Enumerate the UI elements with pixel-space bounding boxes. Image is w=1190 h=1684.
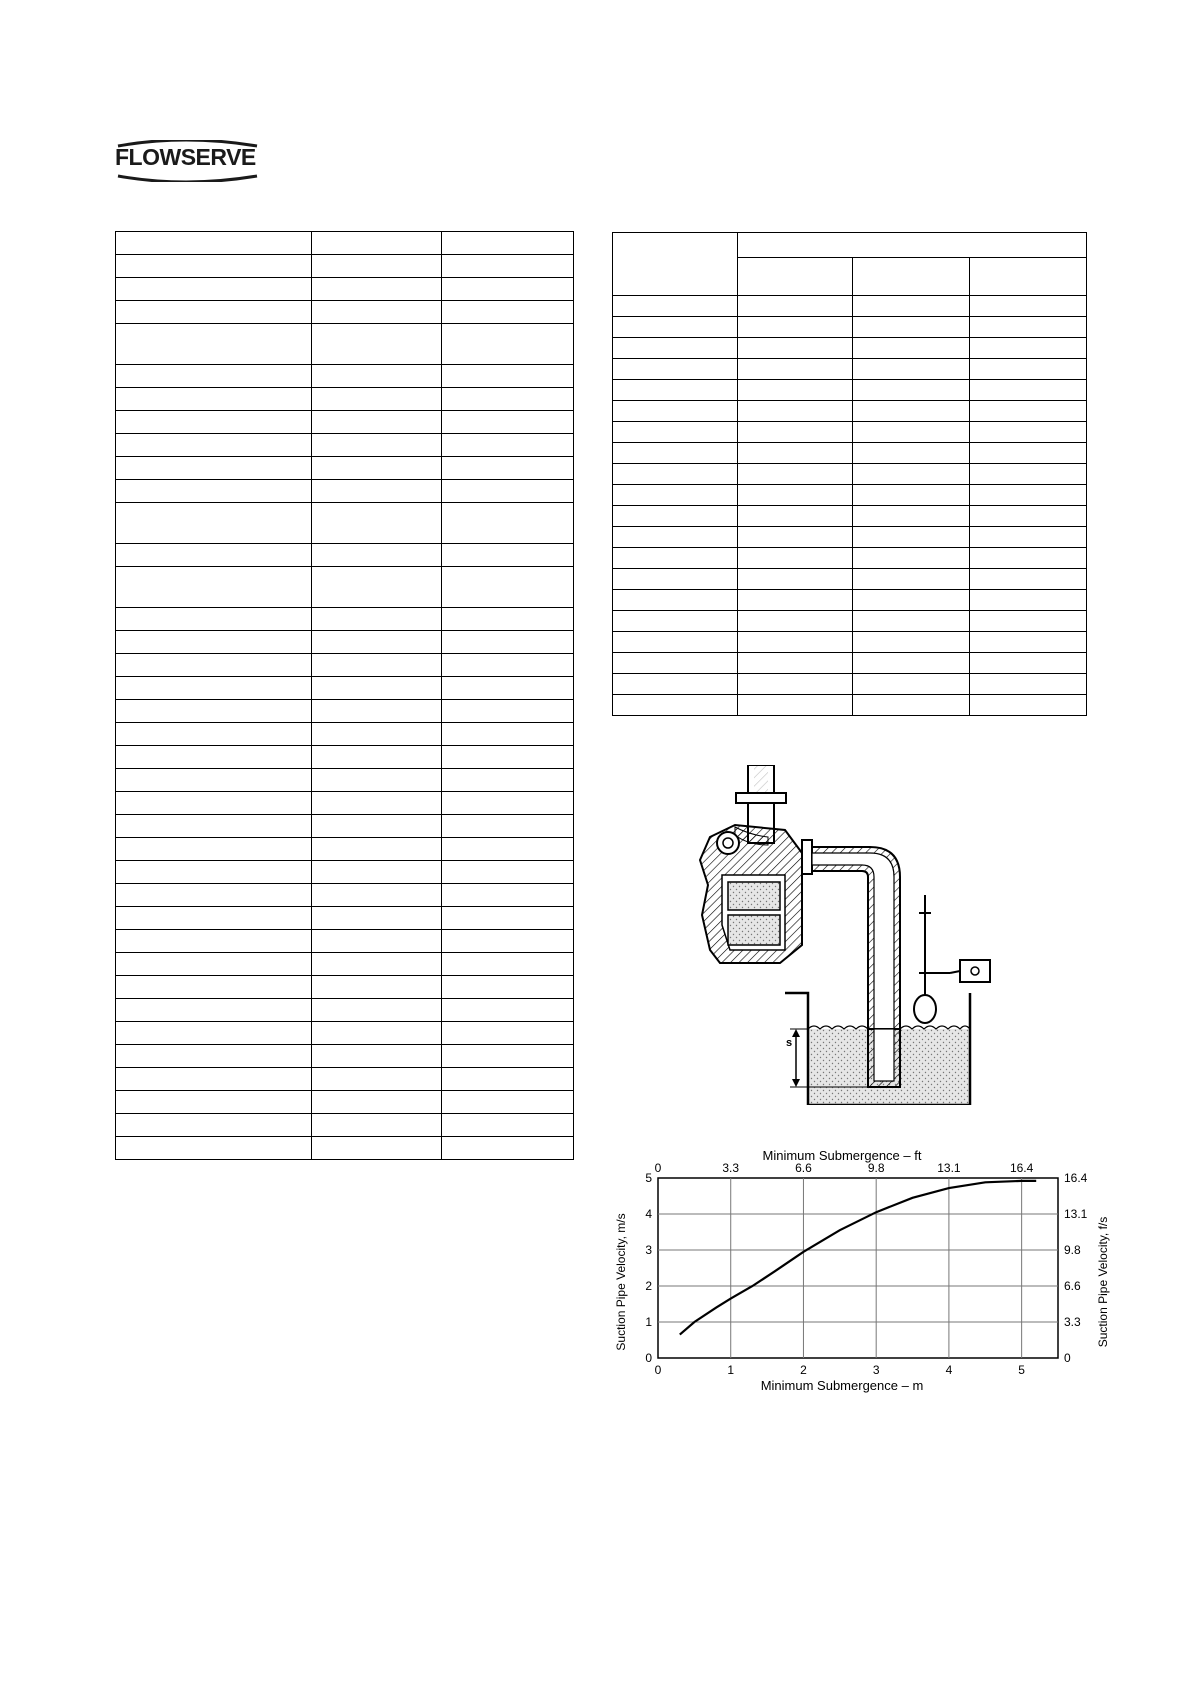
chart-x-tick-label: 0 — [654, 1363, 662, 1377]
table-cell — [737, 338, 853, 359]
table-row — [613, 674, 1087, 695]
table-cell — [853, 464, 970, 485]
chart-y-tick-label-left: 0 — [645, 1351, 652, 1365]
table-row — [116, 1114, 574, 1137]
table-cell — [853, 548, 970, 569]
table-cell — [311, 1137, 442, 1160]
left-grid-table — [115, 231, 574, 1160]
table-cell — [853, 338, 970, 359]
table-cell — [853, 695, 970, 716]
table-cell — [853, 506, 970, 527]
table-row — [116, 1045, 574, 1068]
table-cell — [737, 443, 853, 464]
table-row — [116, 953, 574, 976]
table-cell — [311, 324, 442, 365]
table-row — [613, 317, 1087, 338]
table-cell — [442, 1137, 574, 1160]
chart-y-axis-title-right: Suction Pipe Velocity, f/s — [1096, 1216, 1110, 1348]
table-cell — [311, 567, 442, 608]
table-row — [613, 296, 1087, 317]
table-row — [613, 569, 1087, 590]
table-cell — [116, 1022, 312, 1045]
table-cell — [442, 1068, 574, 1091]
chart-series-line — [680, 1181, 1036, 1335]
table-cell — [970, 527, 1087, 548]
table-cell — [442, 388, 574, 411]
table-cell — [970, 380, 1087, 401]
table-row — [116, 480, 574, 503]
table-row — [613, 590, 1087, 611]
table-cell — [613, 674, 738, 695]
table-row — [116, 999, 574, 1022]
table-cell — [853, 296, 970, 317]
table-cell — [613, 317, 738, 338]
chart-y-tick-label-right: 16.4 — [1064, 1171, 1088, 1185]
table-cell — [613, 527, 738, 548]
chart-y-tick-label-right: 13.1 — [1064, 1207, 1088, 1221]
table-cell — [116, 411, 312, 434]
table-row — [116, 324, 574, 365]
table-cell — [737, 527, 853, 548]
table-row — [116, 884, 574, 907]
right-table-header-cell — [970, 258, 1087, 296]
table-cell — [737, 317, 853, 338]
table-cell — [116, 746, 312, 769]
table-row — [116, 232, 574, 255]
table-cell — [442, 1091, 574, 1114]
table-cell — [311, 631, 442, 654]
chart-x-top-tick-label: 6.6 — [795, 1161, 812, 1175]
table-cell — [737, 569, 853, 590]
table-cell — [853, 380, 970, 401]
table-cell — [442, 567, 574, 608]
chart-x-top-tick-label: 3.3 — [722, 1161, 740, 1175]
table-cell — [613, 401, 738, 422]
table-row — [116, 792, 574, 815]
table-cell — [737, 632, 853, 653]
table-cell — [737, 695, 853, 716]
table-cell — [970, 611, 1087, 632]
table-cell — [737, 485, 853, 506]
flowserve-logo — [115, 140, 265, 180]
table-row — [613, 401, 1087, 422]
table-cell — [970, 548, 1087, 569]
table-cell — [737, 674, 853, 695]
table-row — [613, 506, 1087, 527]
table-row — [613, 527, 1087, 548]
table-cell — [442, 631, 574, 654]
chart-x-tick-label: 2 — [800, 1363, 807, 1377]
table-row — [116, 388, 574, 411]
table-cell — [311, 457, 442, 480]
table-cell — [116, 861, 312, 884]
chart-y-tick-label-left: 2 — [645, 1279, 652, 1293]
table-cell — [311, 723, 442, 746]
table-cell — [853, 359, 970, 380]
table-row — [116, 567, 574, 608]
chart-x-tick-label: 4 — [945, 1363, 953, 1377]
table-row — [116, 365, 574, 388]
table-cell — [442, 815, 574, 838]
table-cell — [613, 506, 738, 527]
chart-top-axis-title: Minimum Submergence – ft — [762, 1148, 922, 1163]
table-cell — [311, 480, 442, 503]
table-cell — [442, 480, 574, 503]
table-row — [613, 359, 1087, 380]
table-cell — [442, 457, 574, 480]
table-row — [613, 485, 1087, 506]
table-cell — [442, 792, 574, 815]
table-cell — [737, 548, 853, 569]
table-cell — [970, 485, 1087, 506]
right-table-header-cell — [737, 258, 853, 296]
chart-y-axis-title-left: Suction Pipe Velocity, m/s — [614, 1213, 628, 1351]
chart-x-tick-label: 1 — [727, 1363, 735, 1377]
table-cell — [311, 1022, 442, 1045]
table-row — [116, 503, 574, 544]
table-cell — [311, 953, 442, 976]
table-row — [613, 548, 1087, 569]
table-cell — [311, 388, 442, 411]
table-cell — [311, 301, 442, 324]
chart-x-top-tick-label: 9.8 — [867, 1161, 885, 1175]
table-cell — [442, 746, 574, 769]
table-cell — [116, 700, 312, 723]
table-cell — [116, 1045, 312, 1068]
table-row — [116, 654, 574, 677]
chart-x-axis-title: Minimum Submergence – m — [760, 1378, 924, 1393]
table-cell — [442, 232, 574, 255]
table-row — [613, 422, 1087, 443]
table-cell — [442, 976, 574, 999]
table-cell — [116, 324, 312, 365]
table-row — [116, 700, 574, 723]
chart-grid — [645, 1161, 1087, 1377]
table-cell — [613, 569, 738, 590]
table-cell — [613, 422, 738, 443]
table-cell — [311, 365, 442, 388]
table-cell — [311, 930, 442, 953]
submerged-suction-pipe-diagram-icon — [690, 765, 1010, 1105]
table-row — [116, 1068, 574, 1091]
chart-x-top-tick-label: 16.4 — [1009, 1161, 1034, 1175]
table-cell — [970, 401, 1087, 422]
table-cell — [116, 1137, 312, 1160]
chart-y-tick-label-left: 1 — [645, 1315, 652, 1329]
table-row — [116, 631, 574, 654]
table-cell — [311, 1091, 442, 1114]
table-row — [613, 653, 1087, 674]
table-cell — [116, 792, 312, 815]
table-cell — [311, 677, 442, 700]
table-row — [116, 301, 574, 324]
table-cell — [613, 464, 738, 485]
table-cell — [116, 953, 312, 976]
table-cell — [442, 278, 574, 301]
table-cell — [311, 746, 442, 769]
table-cell — [442, 255, 574, 278]
submergence-s-label: s — [786, 1037, 793, 1049]
table-cell — [613, 695, 738, 716]
right-grid-table — [612, 232, 1087, 716]
table-cell — [442, 861, 574, 884]
chart-y-tick-label-left: 3 — [645, 1243, 652, 1257]
table-cell — [737, 401, 853, 422]
table-cell — [737, 611, 853, 632]
table-row — [116, 815, 574, 838]
table-row — [613, 695, 1087, 716]
table-row — [613, 443, 1087, 464]
table-row — [613, 611, 1087, 632]
table-cell — [116, 815, 312, 838]
table-row — [116, 861, 574, 884]
table-cell — [311, 411, 442, 434]
table-row — [116, 930, 574, 953]
table-cell — [116, 278, 312, 301]
chart-x-tick-label: 3 — [872, 1363, 880, 1377]
table-row — [116, 457, 574, 480]
table-cell — [737, 590, 853, 611]
table-cell — [311, 815, 442, 838]
table-cell — [116, 1091, 312, 1114]
table-cell — [737, 296, 853, 317]
chart-x-tick-label: 5 — [1018, 1363, 1025, 1377]
chart-x-top-tick-label: 13.1 — [937, 1161, 961, 1175]
table-cell — [116, 480, 312, 503]
table-cell — [116, 976, 312, 999]
table-row — [116, 1137, 574, 1160]
table-cell — [442, 907, 574, 930]
table-cell — [442, 953, 574, 976]
table-cell — [442, 1045, 574, 1068]
table-cell — [116, 723, 312, 746]
table-cell — [737, 653, 853, 674]
table-cell — [311, 1114, 442, 1137]
table-cell — [737, 506, 853, 527]
table-row — [116, 411, 574, 434]
table-cell — [311, 884, 442, 907]
table-cell — [970, 422, 1087, 443]
table-cell — [737, 380, 853, 401]
table-cell — [737, 422, 853, 443]
table-cell — [613, 548, 738, 569]
table-cell — [442, 434, 574, 457]
table-cell — [970, 338, 1087, 359]
table-cell — [442, 999, 574, 1022]
chart-y-tick-label-right: 9.8 — [1064, 1243, 1081, 1257]
table-cell — [311, 769, 442, 792]
table-cell — [442, 1114, 574, 1137]
table-cell — [442, 723, 574, 746]
table-row — [116, 608, 574, 631]
table-cell — [970, 317, 1087, 338]
table-cell — [311, 700, 442, 723]
table-row — [116, 544, 574, 567]
table-cell — [442, 503, 574, 544]
table-cell — [116, 434, 312, 457]
table-cell — [613, 380, 738, 401]
table-cell — [311, 976, 442, 999]
chart-y-tick-label-left: 4 — [645, 1207, 652, 1221]
table-cell — [311, 861, 442, 884]
table-cell — [116, 677, 312, 700]
table-cell — [116, 884, 312, 907]
table-cell — [613, 653, 738, 674]
table-cell — [613, 590, 738, 611]
table-cell — [116, 907, 312, 930]
table-cell — [970, 569, 1087, 590]
table-cell — [116, 999, 312, 1022]
table-row — [116, 1091, 574, 1114]
table-cell — [442, 930, 574, 953]
table-cell — [116, 631, 312, 654]
table-cell — [442, 838, 574, 861]
table-cell — [853, 590, 970, 611]
table-cell — [613, 296, 738, 317]
table-cell — [311, 232, 442, 255]
table-cell — [311, 654, 442, 677]
table-row — [116, 769, 574, 792]
table-cell — [970, 359, 1087, 380]
chart-y-tick-label-right: 6.6 — [1064, 1279, 1081, 1293]
table-cell — [311, 503, 442, 544]
table-row — [613, 632, 1087, 653]
right-table-header-row — [613, 233, 1087, 258]
table-cell — [442, 769, 574, 792]
table-cell — [853, 401, 970, 422]
chart-y-tick-label-left: 5 — [645, 1171, 652, 1185]
chart-x-top-tick-label: 0 — [654, 1161, 662, 1175]
table-cell — [116, 838, 312, 861]
table-cell — [853, 653, 970, 674]
right-table-header-cell — [853, 258, 970, 296]
table-cell — [442, 544, 574, 567]
table-row — [116, 838, 574, 861]
table-cell — [116, 544, 312, 567]
table-cell — [613, 359, 738, 380]
table-cell — [970, 695, 1087, 716]
table-cell — [613, 611, 738, 632]
table-row — [116, 723, 574, 746]
table-cell — [442, 700, 574, 723]
table-row — [116, 278, 574, 301]
table-cell — [853, 632, 970, 653]
table-cell — [970, 632, 1087, 653]
table-cell — [311, 434, 442, 457]
table-cell — [311, 255, 442, 278]
table-cell — [970, 674, 1087, 695]
table-row — [116, 255, 574, 278]
table-cell — [853, 443, 970, 464]
table-cell — [442, 654, 574, 677]
table-cell — [116, 388, 312, 411]
table-row — [613, 464, 1087, 485]
table-cell — [311, 608, 442, 631]
table-cell — [970, 653, 1087, 674]
table-cell — [311, 999, 442, 1022]
table-cell — [737, 464, 853, 485]
table-cell — [116, 1068, 312, 1091]
right-table-header-cell — [613, 233, 738, 296]
table-cell — [442, 677, 574, 700]
table-cell — [442, 301, 574, 324]
table-cell — [116, 769, 312, 792]
table-cell — [116, 365, 312, 388]
table-cell — [311, 792, 442, 815]
table-cell — [613, 632, 738, 653]
table-row — [116, 677, 574, 700]
table-row — [116, 746, 574, 769]
table-cell — [970, 506, 1087, 527]
table-cell — [116, 232, 312, 255]
table-cell — [442, 608, 574, 631]
table-cell — [853, 485, 970, 506]
table-cell — [613, 485, 738, 506]
table-row — [116, 976, 574, 999]
table-row — [116, 907, 574, 930]
chart-y-tick-label-right: 3.3 — [1064, 1315, 1081, 1329]
right-table-header-cell — [737, 233, 1086, 258]
table-cell — [311, 544, 442, 567]
table-cell — [613, 443, 738, 464]
table-cell — [613, 338, 738, 359]
table-cell — [970, 464, 1087, 485]
table-cell — [442, 1022, 574, 1045]
table-cell — [311, 1068, 442, 1091]
table-cell — [853, 611, 970, 632]
chart-y-tick-label-right: 0 — [1064, 1351, 1071, 1365]
table-cell — [442, 324, 574, 365]
table-cell — [853, 674, 970, 695]
submergence-chart — [612, 1148, 1112, 1393]
table-row — [116, 1022, 574, 1045]
table-cell — [311, 838, 442, 861]
table-cell — [116, 457, 312, 480]
table-cell — [311, 278, 442, 301]
chart-plot-frame — [658, 1178, 1058, 1358]
table-cell — [853, 422, 970, 443]
table-cell — [116, 654, 312, 677]
table-cell — [311, 1045, 442, 1068]
table-cell — [116, 503, 312, 544]
table-cell — [311, 907, 442, 930]
table-cell — [970, 296, 1087, 317]
table-cell — [116, 301, 312, 324]
table-cell — [970, 443, 1087, 464]
table-cell — [853, 569, 970, 590]
table-cell — [853, 317, 970, 338]
table-cell — [116, 930, 312, 953]
table-row — [116, 434, 574, 457]
table-cell — [737, 359, 853, 380]
table-cell — [116, 255, 312, 278]
table-cell — [853, 527, 970, 548]
table-cell — [442, 884, 574, 907]
table-cell — [442, 411, 574, 434]
table-cell — [116, 567, 312, 608]
table-cell — [442, 365, 574, 388]
table-cell — [116, 1114, 312, 1137]
table-cell — [970, 590, 1087, 611]
table-cell — [116, 608, 312, 631]
table-row — [613, 380, 1087, 401]
logo-text: FLOWSERVE — [115, 144, 256, 170]
table-row — [613, 338, 1087, 359]
